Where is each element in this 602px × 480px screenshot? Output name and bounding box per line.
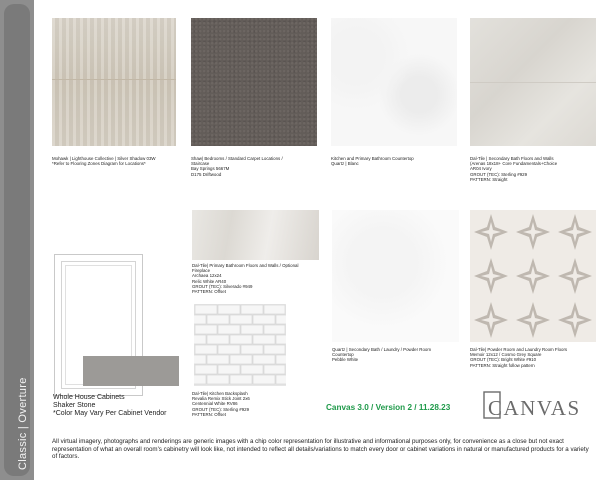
canvas-logo-text: CANVAS [488,396,581,420]
daltile-powder-caption: Dal-Tile| Powder Room and Laundry Room Floors Memoir 12x12 / Cosmo Grey Square GROUT (TEC): Bright White #910 PATTERN: Straight follow pattern [470,347,568,368]
mohawk-flooring-swatch [52,18,176,146]
sidebar-label: Classic | Overture [17,377,29,470]
version-label: Canvas 3.0 / Version 2 / 11.28.23 [326,403,451,412]
sidebar-band [0,0,34,480]
secondary-quartz-swatch [332,210,459,342]
mohawk-caption: Mohawk | Lighthouse Collective | Silver Shadow 03W *Refer to Flooring Zones Diagram for Locations* [52,156,156,167]
kitchen-quartz-swatch [331,18,457,146]
cabinet-drawing [54,254,184,396]
secondary-quartz-caption: Quartz | Secondary Bath / Laundry / Powder Room Countertop Pebble White [332,347,432,363]
daltile-powder-swatch [470,210,596,342]
shaw-caption: Shaw| Bedrooms / Standard Carpet Locations / Staircase Bay Springs 5667M D175 Driftwood [191,156,283,177]
daltile-primary-caption: Dal-Tile| Primary Bathroom Floors and Walls / Optional Fireplace Archaea 12x24 Relic White AR40 GROUT (TEC): Silverado #949 PATTERN: Offset [192,263,299,295]
daltile-primary-swatch [192,210,319,260]
daltile-kitchen-caption: Dal-Tile| Kitchen Backsplash Revalia Remix Stick Joint 2x6 Centennial White RV86 GROUT (TEC): Sterling #929 PATTERN: Offset [192,391,250,417]
daltile-kitchen-swatch [194,304,286,386]
daltile-secondary-swatch [470,18,596,146]
cabinets-caption: Whole House Cabinets Shaker Stone *Color May Vary Per Cabinet Vendor [53,394,167,418]
disclaimer-text: All virtual imagery, photographs and renderings are generic images with a chip color representation for illustrative and informational purposes only, for convenience as a close but not exact representation of what an overall room's cabinetry will look like, not intended to reflect all details/variations to match every door or cabinet variations in natural or manufactured products for a variety of factors. [52,438,589,461]
shaw-carpet-swatch [191,18,317,146]
daltile-secondary-caption: Dal-Tile | Secondary Bath Floors and Walls (Arenas 18x18+ Core Fundamentals+Choice AR04 Ivory GROUT (TEC): Sterling #929 PATTERN: Straight [470,156,558,182]
canvas-logo [482,388,594,424]
kitchen-quartz-caption: Kitchen and Primary Bathroom Countertop Quartz | Blanc [331,156,414,167]
